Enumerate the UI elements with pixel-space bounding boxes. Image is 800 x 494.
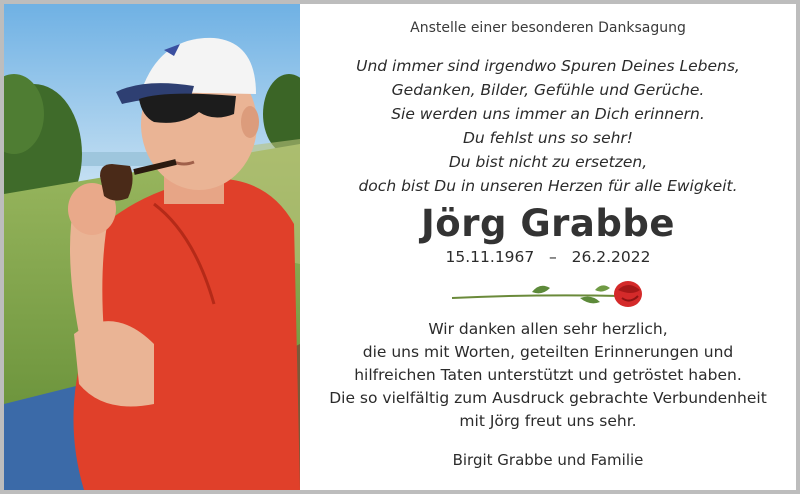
poem-line: Sie werden uns immer an Dich erinnern.: [391, 105, 705, 123]
poem-line: Gedanken, Bilder, Gefühle und Gerüche.: [391, 81, 705, 99]
thanks-text: [300, 318, 796, 433]
deceased-name: Jörg Grabbe: [421, 202, 675, 245]
thanks-line: Wir danken allen sehr herzlich,: [428, 320, 668, 338]
poem-line: Und immer sind irgendwo Spuren Deines Lebens,: [356, 57, 740, 75]
rose-icon: [450, 276, 650, 310]
portrait-photo: [4, 4, 300, 490]
poem-line: Du fehlst uns so sehr!: [462, 129, 634, 147]
life-dates: [300, 248, 796, 266]
thanks-line: mit Jörg freut uns sehr.: [459, 412, 637, 430]
poem: [300, 54, 796, 198]
thanks-line: hilfreichen Taten unterstützt und getröstet haben.: [354, 366, 742, 384]
portrait-illustration: [4, 4, 300, 490]
birth-date: 15.11.1967: [445, 248, 535, 266]
notice-header: Anstelle einer besonderen Danksagung: [410, 20, 686, 36]
obituary-text: [300, 4, 796, 490]
death-date: 26.2.2022: [571, 248, 651, 266]
signature: Birgit Grabbe und Familie: [452, 451, 644, 469]
poem-line: doch bist Du in unseren Herzen für alle Ewigkeit.: [358, 177, 738, 195]
date-separator: –: [549, 248, 557, 266]
thanks-line: Die so vielfältig zum Ausdruck gebrachte Verbundenheit: [329, 389, 767, 407]
thanks-line: die uns mit Worten, geteilten Erinnerungen und: [362, 343, 734, 361]
poem-line: Du bist nicht zu ersetzen,: [448, 153, 648, 171]
